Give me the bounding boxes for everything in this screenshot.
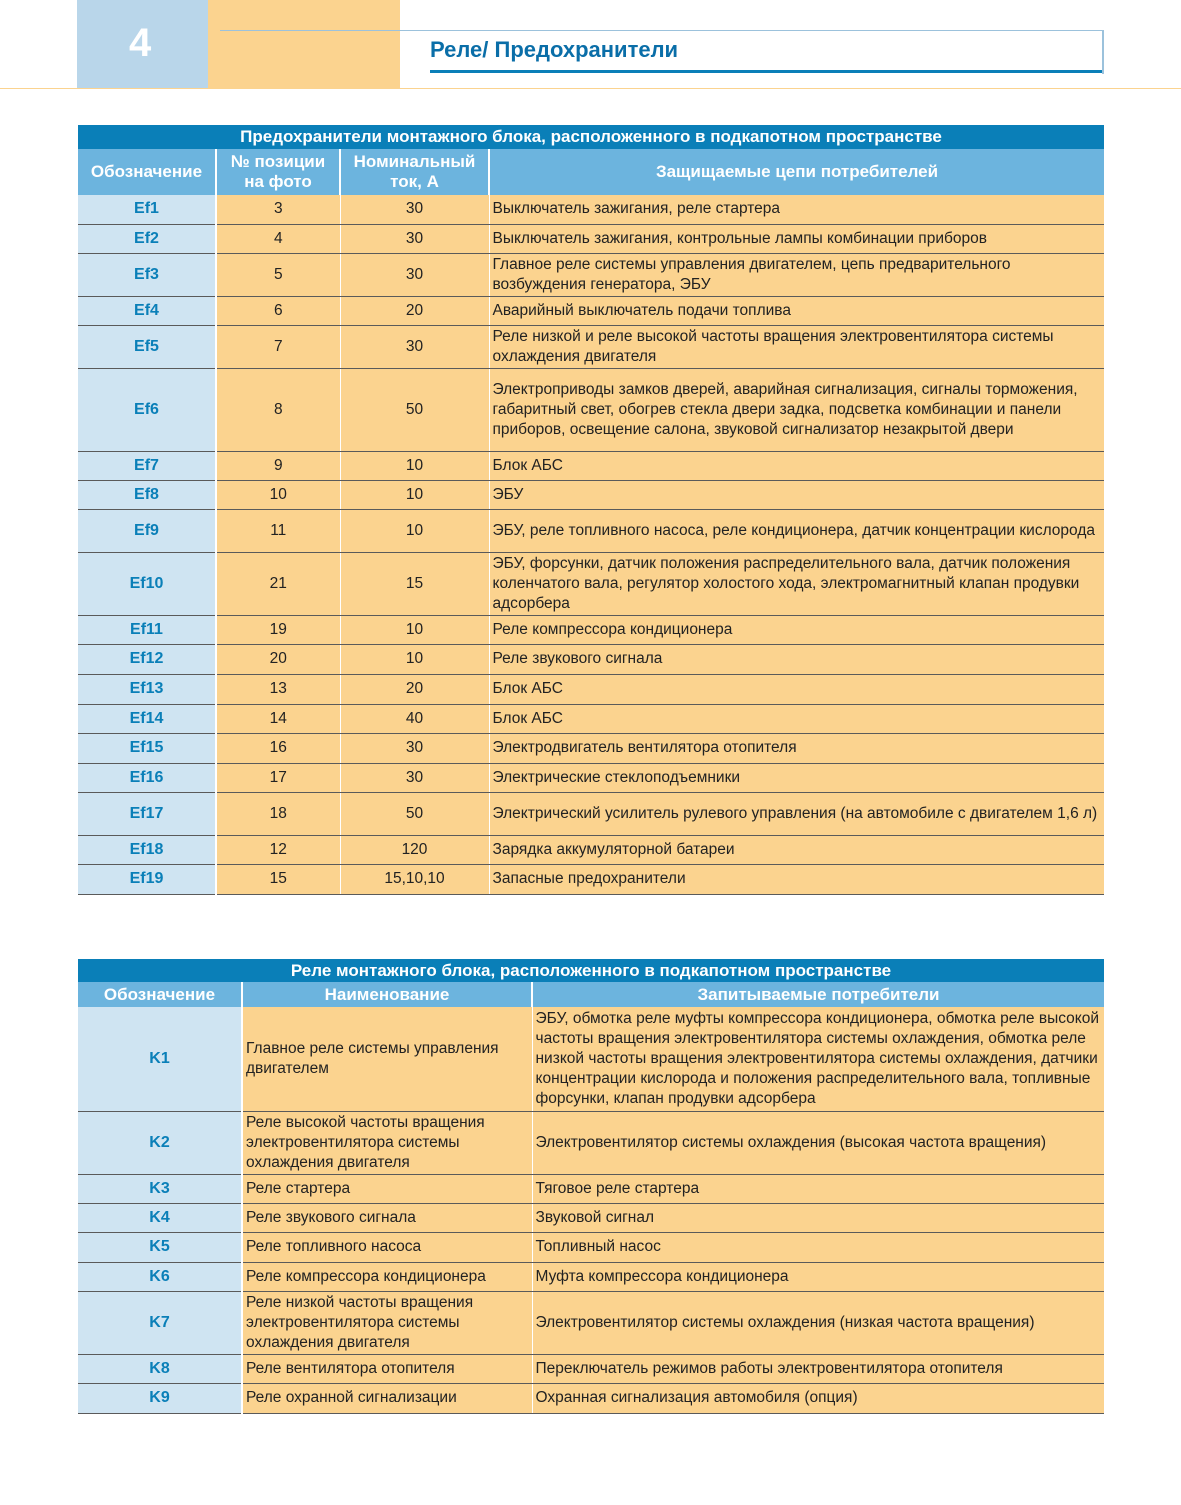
table-row [78,509,1104,552]
fuse-code: Ef5 [78,325,216,368]
column-header-current [340,149,489,195]
table-row [78,1007,1104,1111]
table-row [78,644,1104,674]
table-row [78,1383,1104,1413]
relay-name: Реле звукового сигнала [242,1203,532,1232]
header-divider [220,30,1102,31]
fuse-position: 5 [216,253,340,296]
relay-name: Реле стартера [242,1174,532,1203]
relay-name: Реле охранной сигнализации [242,1383,532,1413]
fuse-position: 10 [216,480,340,509]
relay-code: K4 [78,1203,242,1232]
fuse-current: 10 [340,451,489,480]
column-header-position-line2: на фото [244,172,312,191]
fuse-circuits: Зарядка аккумуляторной батареи [489,835,1104,864]
column-header-position-line1: № позиции [230,152,326,171]
relay-code: K5 [78,1232,242,1262]
relay-consumers: Звуковой сигнал [532,1203,1104,1232]
table-row [78,1174,1104,1203]
table-row [78,792,1104,835]
header-rule [0,88,1181,89]
fuse-current: 40 [340,704,489,733]
table-row [78,296,1104,325]
fuse-position: 21 [216,552,340,615]
table-row [78,1354,1104,1383]
fuse-code: Ef11 [78,615,216,644]
fuse-code: Ef10 [78,552,216,615]
header-divider [1102,30,1104,74]
fuse-position: 16 [216,733,340,763]
relay-code: K7 [78,1291,242,1354]
fuse-position: 12 [216,835,340,864]
table-row [78,615,1104,644]
fuse-position: 18 [216,792,340,835]
fuse-position: 9 [216,451,340,480]
table-row [78,480,1104,509]
header-underline [430,70,1102,73]
fuse-current: 15 [340,552,489,615]
fuse-code: Ef3 [78,253,216,296]
fuse-current: 30 [340,763,489,792]
relay-name: Реле низкой частоты вращения электровентилятора системы охлаждения двигателя [242,1291,532,1354]
fuse-position: 17 [216,763,340,792]
relay-consumers: Охранная сигнализация автомобиля (опция) [532,1383,1104,1413]
column-header-position [216,149,340,195]
table-row [78,325,1104,368]
relay-name: Реле вентилятора отопителя [242,1354,532,1383]
fuse-current: 120 [340,835,489,864]
fuse-circuits: Выключатель зажигания, контрольные лампы комбинации приборов [489,224,1104,253]
fuse-circuits: Реле компрессора кондиционера [489,615,1104,644]
fuses-table-title: Предохранители монтажного блока, расположенного в подкапотном пространстве [78,125,1104,149]
relay-consumers: Тяговое реле стартера [532,1174,1104,1203]
column-header-code: Обозначение [78,149,216,195]
table-row [78,763,1104,792]
relay-name: Реле компрессора кондиционера [242,1262,532,1291]
fuse-code: Ef16 [78,763,216,792]
fuse-code: Ef8 [78,480,216,509]
relay-code: K2 [78,1111,242,1174]
relay-code: K1 [78,1007,242,1111]
table-row [78,253,1104,296]
fuse-current: 50 [340,792,489,835]
relay-code: K9 [78,1383,242,1413]
relay-name: Реле высокой частоты вращения электровентилятора системы охлаждения двигателя [242,1111,532,1174]
fuse-current: 10 [340,615,489,644]
fuse-position: 3 [216,195,340,224]
table-row [78,1111,1104,1174]
fuse-code: Ef9 [78,509,216,552]
fuse-circuits: Электродвигатель вентилятора отопителя [489,733,1104,763]
fuse-circuits: Выключатель зажигания, реле стартера [489,195,1104,224]
header-orange-block [208,0,400,88]
relay-consumers: Муфта компрессора кондиционера [532,1262,1104,1291]
fuse-current: 30 [340,325,489,368]
table-row [78,368,1104,451]
table-row [78,224,1104,253]
relay-consumers: Переключатель режимов работы электровентилятора отопителя [532,1354,1104,1383]
fuse-current: 30 [340,195,489,224]
fuse-position: 8 [216,368,340,451]
column-header-code: Обозначение [78,982,242,1007]
fuse-position: 14 [216,704,340,733]
fuse-circuits: Электрические стеклоподъемники [489,763,1104,792]
fuse-code: Ef19 [78,864,216,894]
fuse-circuits: Электроприводы замков дверей, аварийная сигнализация, сигналы торможения, габаритный свет, обогрев стекла двери задка, подсветка комбинации и панели приборов, освещение салона, звуковой сигнализатор незакрытой двери [489,368,1104,451]
table-row [78,704,1104,733]
fuse-current: 20 [340,674,489,704]
fuse-position: 11 [216,509,340,552]
column-header-current-line1: Номинальный [353,152,476,171]
fuse-code: Ef4 [78,296,216,325]
fuse-current: 30 [340,253,489,296]
fuse-circuits: Главное реле системы управления двигателем, цепь предварительного возбуждения генератора, ЭБУ [489,253,1104,296]
fuse-circuits: ЭБУ, форсунки, датчик положения распределительного вала, датчик положения коленчатого вала, регулятор холостого хода, электромагнитный клапан продувки адсорбера [489,552,1104,615]
relay-consumers: Топливный насос [532,1232,1104,1262]
fuse-circuits: ЭБУ [489,480,1104,509]
relay-code: K8 [78,1354,242,1383]
fuse-circuits: Аварийный выключатель подачи топлива [489,296,1104,325]
fuse-code: Ef13 [78,674,216,704]
fuse-position: 20 [216,644,340,674]
relay-name: Главное реле системы управления двигателем [242,1007,532,1111]
table-row [78,864,1104,894]
table-row [78,674,1104,704]
fuse-current: 10 [340,480,489,509]
fuse-code: Ef7 [78,451,216,480]
fuse-current: 10 [340,644,489,674]
fuse-code: Ef15 [78,733,216,763]
fuse-code: Ef17 [78,792,216,835]
fuse-code: Ef1 [78,195,216,224]
fuse-circuits: Блок АБС [489,704,1104,733]
table-row [78,1232,1104,1262]
fuse-position: 4 [216,224,340,253]
fuse-code: Ef14 [78,704,216,733]
column-header-current-line2: ток, А [390,172,439,191]
section-title: Реле/ Предохранители [430,37,679,62]
relays-table-title: Реле монтажного блока, расположенного в подкапотном пространстве [78,959,1104,982]
fuse-circuits: Реле низкой и реле высокой частоты вращения электровентилятора системы охлаждения двигателя [489,325,1104,368]
table-row [78,451,1104,480]
table-row [78,1262,1104,1291]
fuses-table [78,125,1104,895]
fuse-circuits: Блок АБС [489,451,1104,480]
relay-consumers: ЭБУ, обмотка реле муфты компрессора кондиционера, обмотка реле высокой частоты вращения электровентилятора системы охлаждения, обмотка реле низкой частоты вращения электровентилятора системы охлаждения, датчики концентрации кислорода и положения распределительного вала, топливные форсунки, клапан продувки адсорбера [532,1007,1104,1111]
fuse-position: 13 [216,674,340,704]
table-row [78,835,1104,864]
relay-consumers: Электровентилятор системы охлаждения (низкая частота вращения) [532,1291,1104,1354]
fuse-circuits: Запасные предохранители [489,864,1104,894]
table-row [78,1203,1104,1232]
fuse-current: 20 [340,296,489,325]
fuse-circuits: Блок АБС [489,674,1104,704]
relay-code: K3 [78,1174,242,1203]
fuse-position: 6 [216,296,340,325]
fuse-code: Ef6 [78,368,216,451]
page-number: 4 [129,21,152,65]
fuse-code: Ef2 [78,224,216,253]
relay-consumers: Электровентилятор системы охлаждения (высокая частота вращения) [532,1111,1104,1174]
column-header-circuits: Защищаемые цепи потребителей [489,149,1104,195]
table-row [78,733,1104,763]
fuse-circuits: ЭБУ, реле топливного насоса, реле кондиционера, датчик концентрации кислорода [489,509,1104,552]
relay-name: Реле топливного насоса [242,1232,532,1262]
fuse-current: 30 [340,733,489,763]
table-row [78,552,1104,615]
fuse-current: 50 [340,368,489,451]
fuse-code: Ef12 [78,644,216,674]
fuse-code: Ef18 [78,835,216,864]
table-row [78,1291,1104,1354]
relay-code: K6 [78,1262,242,1291]
column-header-name: Наименование [242,982,532,1007]
fuse-circuits: Электрический усилитель рулевого управления (на автомобиле с двигателем 1,6 л) [489,792,1104,835]
column-header-consumers: Запитываемые потребители [532,982,1104,1007]
fuse-current: 10 [340,509,489,552]
fuse-position: 19 [216,615,340,644]
fuse-position: 7 [216,325,340,368]
table-row [78,195,1104,224]
relays-table [78,959,1104,1414]
fuse-circuits: Реле звукового сигнала [489,644,1104,674]
fuse-current: 15,10,10 [340,864,489,894]
fuse-position: 15 [216,864,340,894]
fuse-current: 30 [340,224,489,253]
